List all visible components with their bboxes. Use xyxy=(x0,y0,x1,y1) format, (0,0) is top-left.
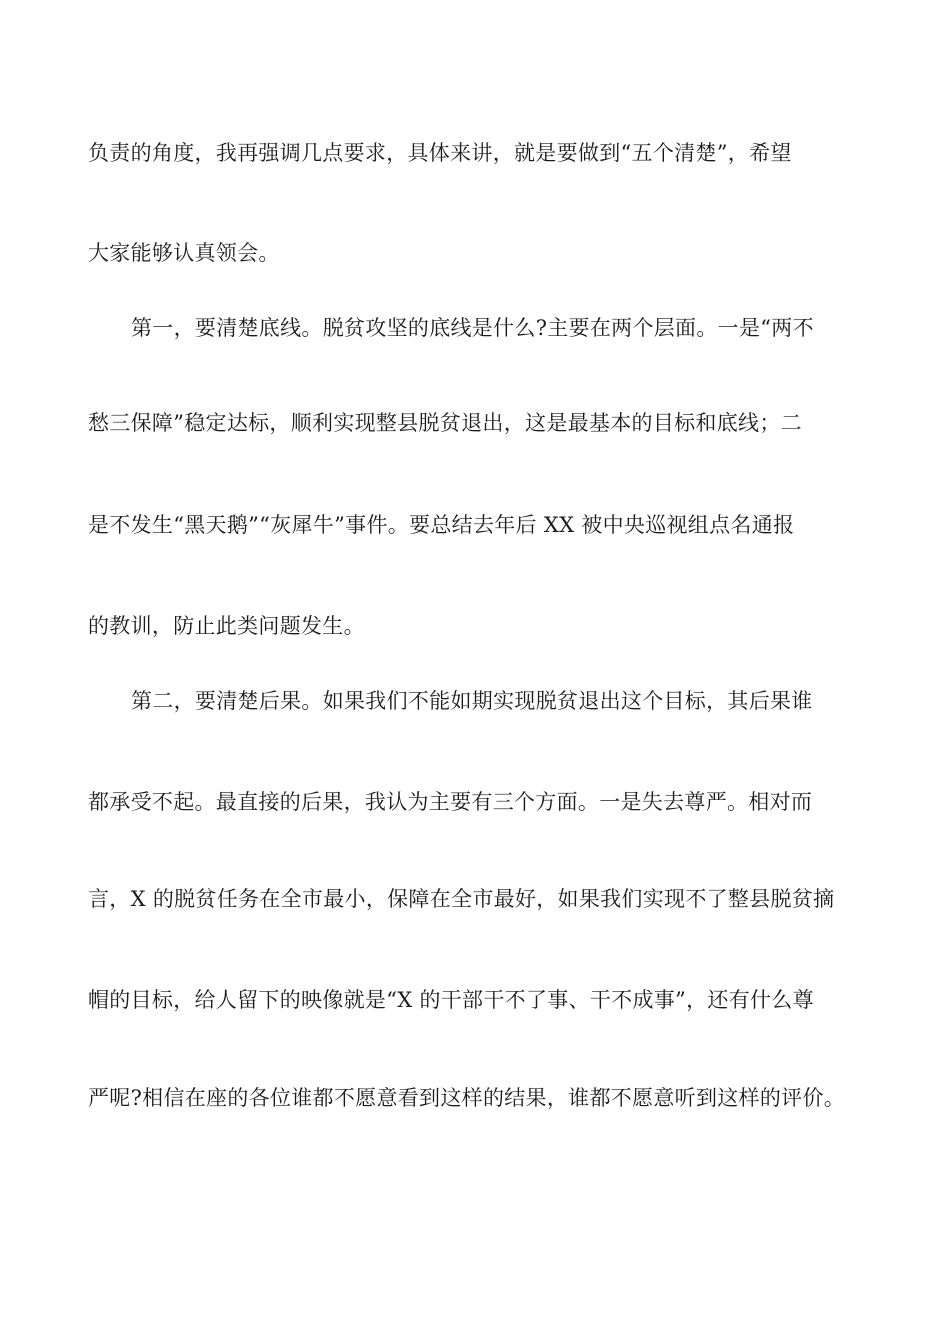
paragraph-first-line: 第一，要清楚底线。脱贫攻坚的底线是什么?主要在两个层面。一是“两不 xyxy=(131,316,814,340)
text-line: 帽的目标，给人留下的映像就是“X 的干部干不了事、干不成事”，还有什么尊 xyxy=(88,988,814,1012)
paragraph-first-line: 第二，要清楚后果。如果我们不能如期实现脱贫退出这个目标，其后果谁 xyxy=(131,689,813,713)
text-line: 负责的角度，我再强调几点要求，具体来讲，就是要做到“五个清楚”，希望 xyxy=(88,141,792,165)
text-line: 言，X 的脱贫任务在全市最小，保障在全市最好，如果我们实现不了整县脱贫摘 xyxy=(88,887,835,911)
text-line: 是不发生“黑天鹅”“灰犀牛”事件。要总结去年后 XX 被中央巡视组点名通报 xyxy=(88,513,795,537)
text-line: 愁三保障”稳定达标，顺利实现整县脱贫退出，这是最基本的目标和底线；二 xyxy=(88,411,802,435)
text-line: 都承受不起。最直接的后果，我认为主要有三个方面。一是失去尊严。相对而 xyxy=(88,790,813,814)
text-line: 的教训，防止此类问题发生。 xyxy=(88,614,365,638)
text-line: 严呢?相信在座的各位谁都不愿意看到这样的结果，谁都不愿意听到这样的评价。 xyxy=(88,1086,846,1110)
text-line: 大家能够认真领会。 xyxy=(88,241,280,265)
